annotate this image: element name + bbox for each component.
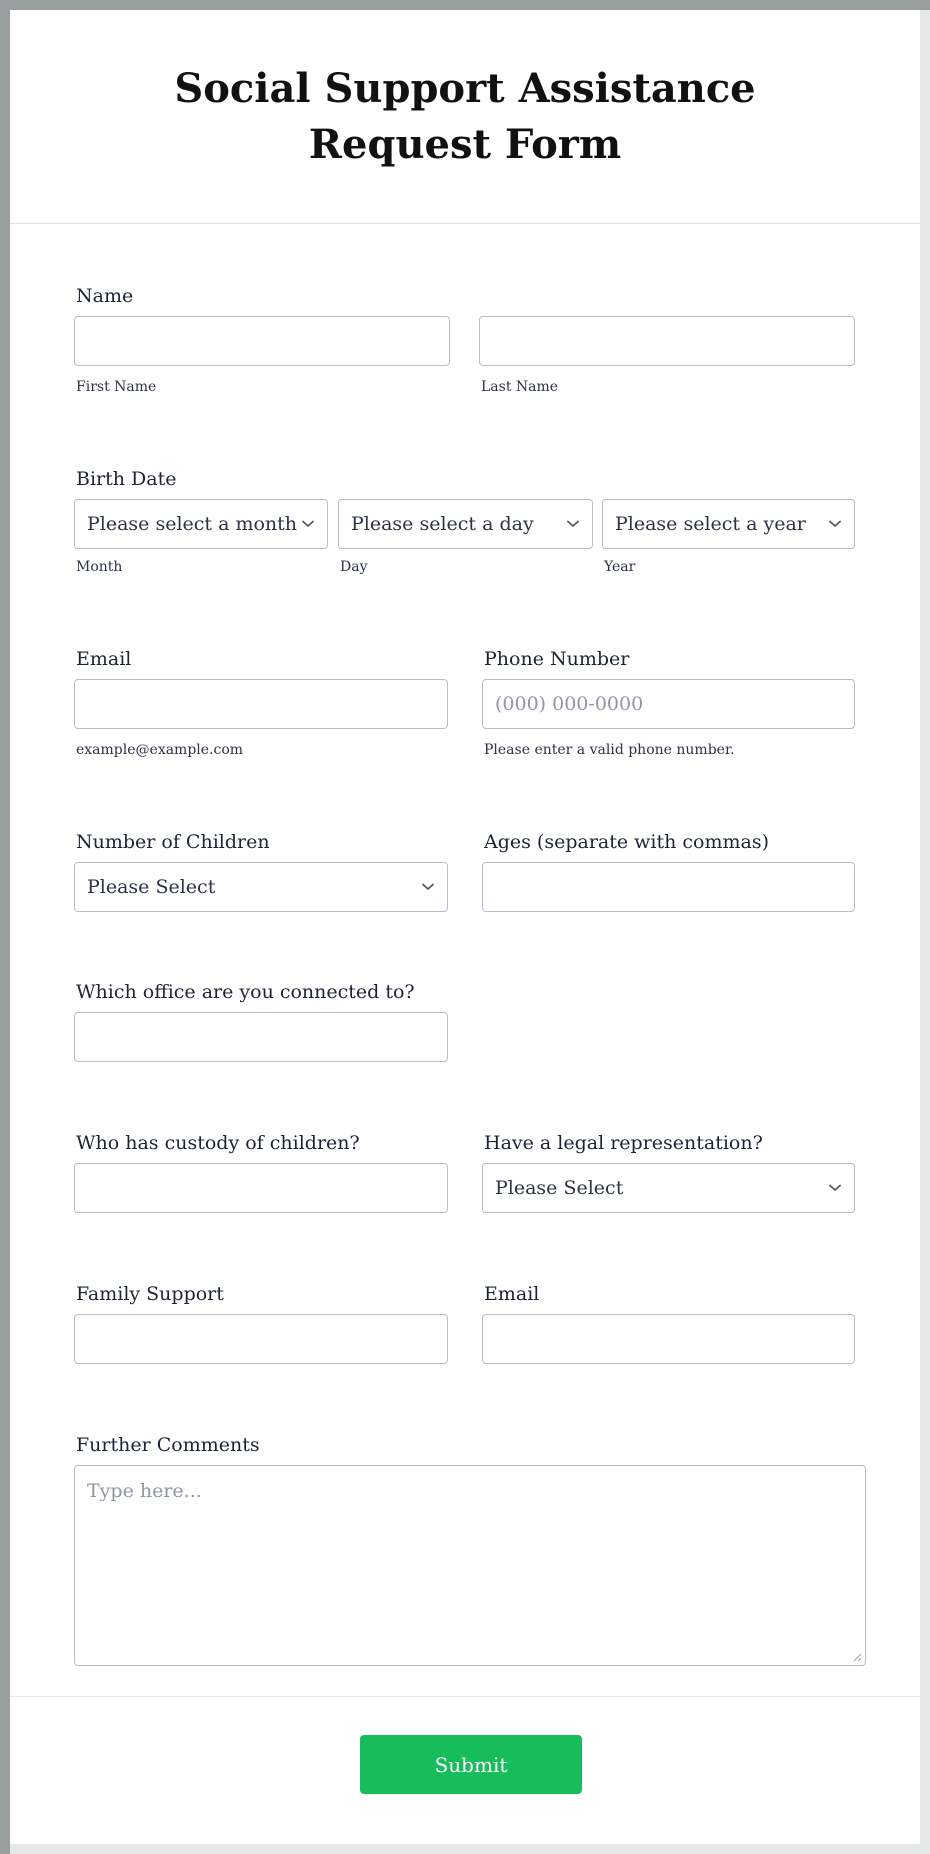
birth-day-value: Please select a day	[351, 513, 534, 535]
birth-year-sublabel: Year	[604, 559, 636, 575]
phone-input[interactable]	[482, 679, 855, 729]
ages-input[interactable]	[482, 862, 855, 912]
last-name-input[interactable]	[479, 316, 855, 366]
form-card	[10, 10, 920, 1844]
first-name-sublabel: First Name	[76, 379, 157, 395]
birth-date-label: Birth Date	[76, 468, 177, 490]
phone-sublabel: Please enter a valid phone number.	[484, 742, 735, 758]
birth-day-sublabel: Day	[340, 559, 368, 575]
birth-year-select[interactable]	[602, 499, 855, 549]
custody-label: Who has custody of children?	[76, 1132, 360, 1154]
window-frame-left	[0, 0, 10, 1854]
comments-textarea[interactable]	[74, 1465, 866, 1666]
children-count-label: Number of Children	[76, 831, 270, 853]
legal-value: Please Select	[495, 1177, 624, 1199]
legal-select[interactable]	[482, 1163, 855, 1213]
family-support-label: Family Support	[76, 1283, 224, 1305]
chevron-down-icon	[566, 517, 580, 531]
email2-label: Email	[484, 1283, 540, 1305]
birth-day-select[interactable]	[338, 499, 593, 549]
birth-month-value: Please select a month	[87, 513, 298, 535]
birth-month-sublabel: Month	[76, 559, 123, 575]
birth-month-select[interactable]	[74, 499, 328, 549]
form-header	[10, 10, 920, 224]
office-label: Which office are you connected to?	[76, 981, 415, 1003]
phone-label: Phone Number	[484, 648, 630, 670]
window-frame-top	[0, 0, 930, 10]
email-field[interactable]	[74, 679, 448, 729]
children-count-value: Please Select	[87, 876, 216, 898]
birth-year-value: Please select a year	[615, 513, 806, 535]
chevron-down-icon	[421, 880, 435, 894]
chevron-down-icon	[828, 1181, 842, 1195]
email-label: Email	[76, 648, 132, 670]
first-name-input[interactable]	[74, 316, 450, 366]
name-label: Name	[76, 285, 134, 307]
office-input[interactable]	[74, 1012, 448, 1062]
children-count-select[interactable]	[74, 862, 448, 912]
email2-field[interactable]	[482, 1314, 855, 1364]
ages-label: Ages (separate with commas)	[484, 831, 769, 853]
footer-divider	[10, 1696, 920, 1697]
custody-input[interactable]	[74, 1163, 448, 1213]
chevron-down-icon	[828, 517, 842, 531]
resize-grip-icon[interactable]	[852, 1652, 862, 1662]
chevron-down-icon	[301, 517, 315, 531]
last-name-sublabel: Last Name	[481, 379, 559, 395]
comments-label: Further Comments	[76, 1434, 260, 1456]
page-title: Social Support Assistance Request Form	[174, 64, 756, 168]
family-support-input[interactable]	[74, 1314, 448, 1364]
legal-label: Have a legal representation?	[484, 1132, 763, 1154]
email-sublabel: example@example.com	[76, 742, 244, 758]
submit-button[interactable]: Submit	[360, 1735, 582, 1794]
